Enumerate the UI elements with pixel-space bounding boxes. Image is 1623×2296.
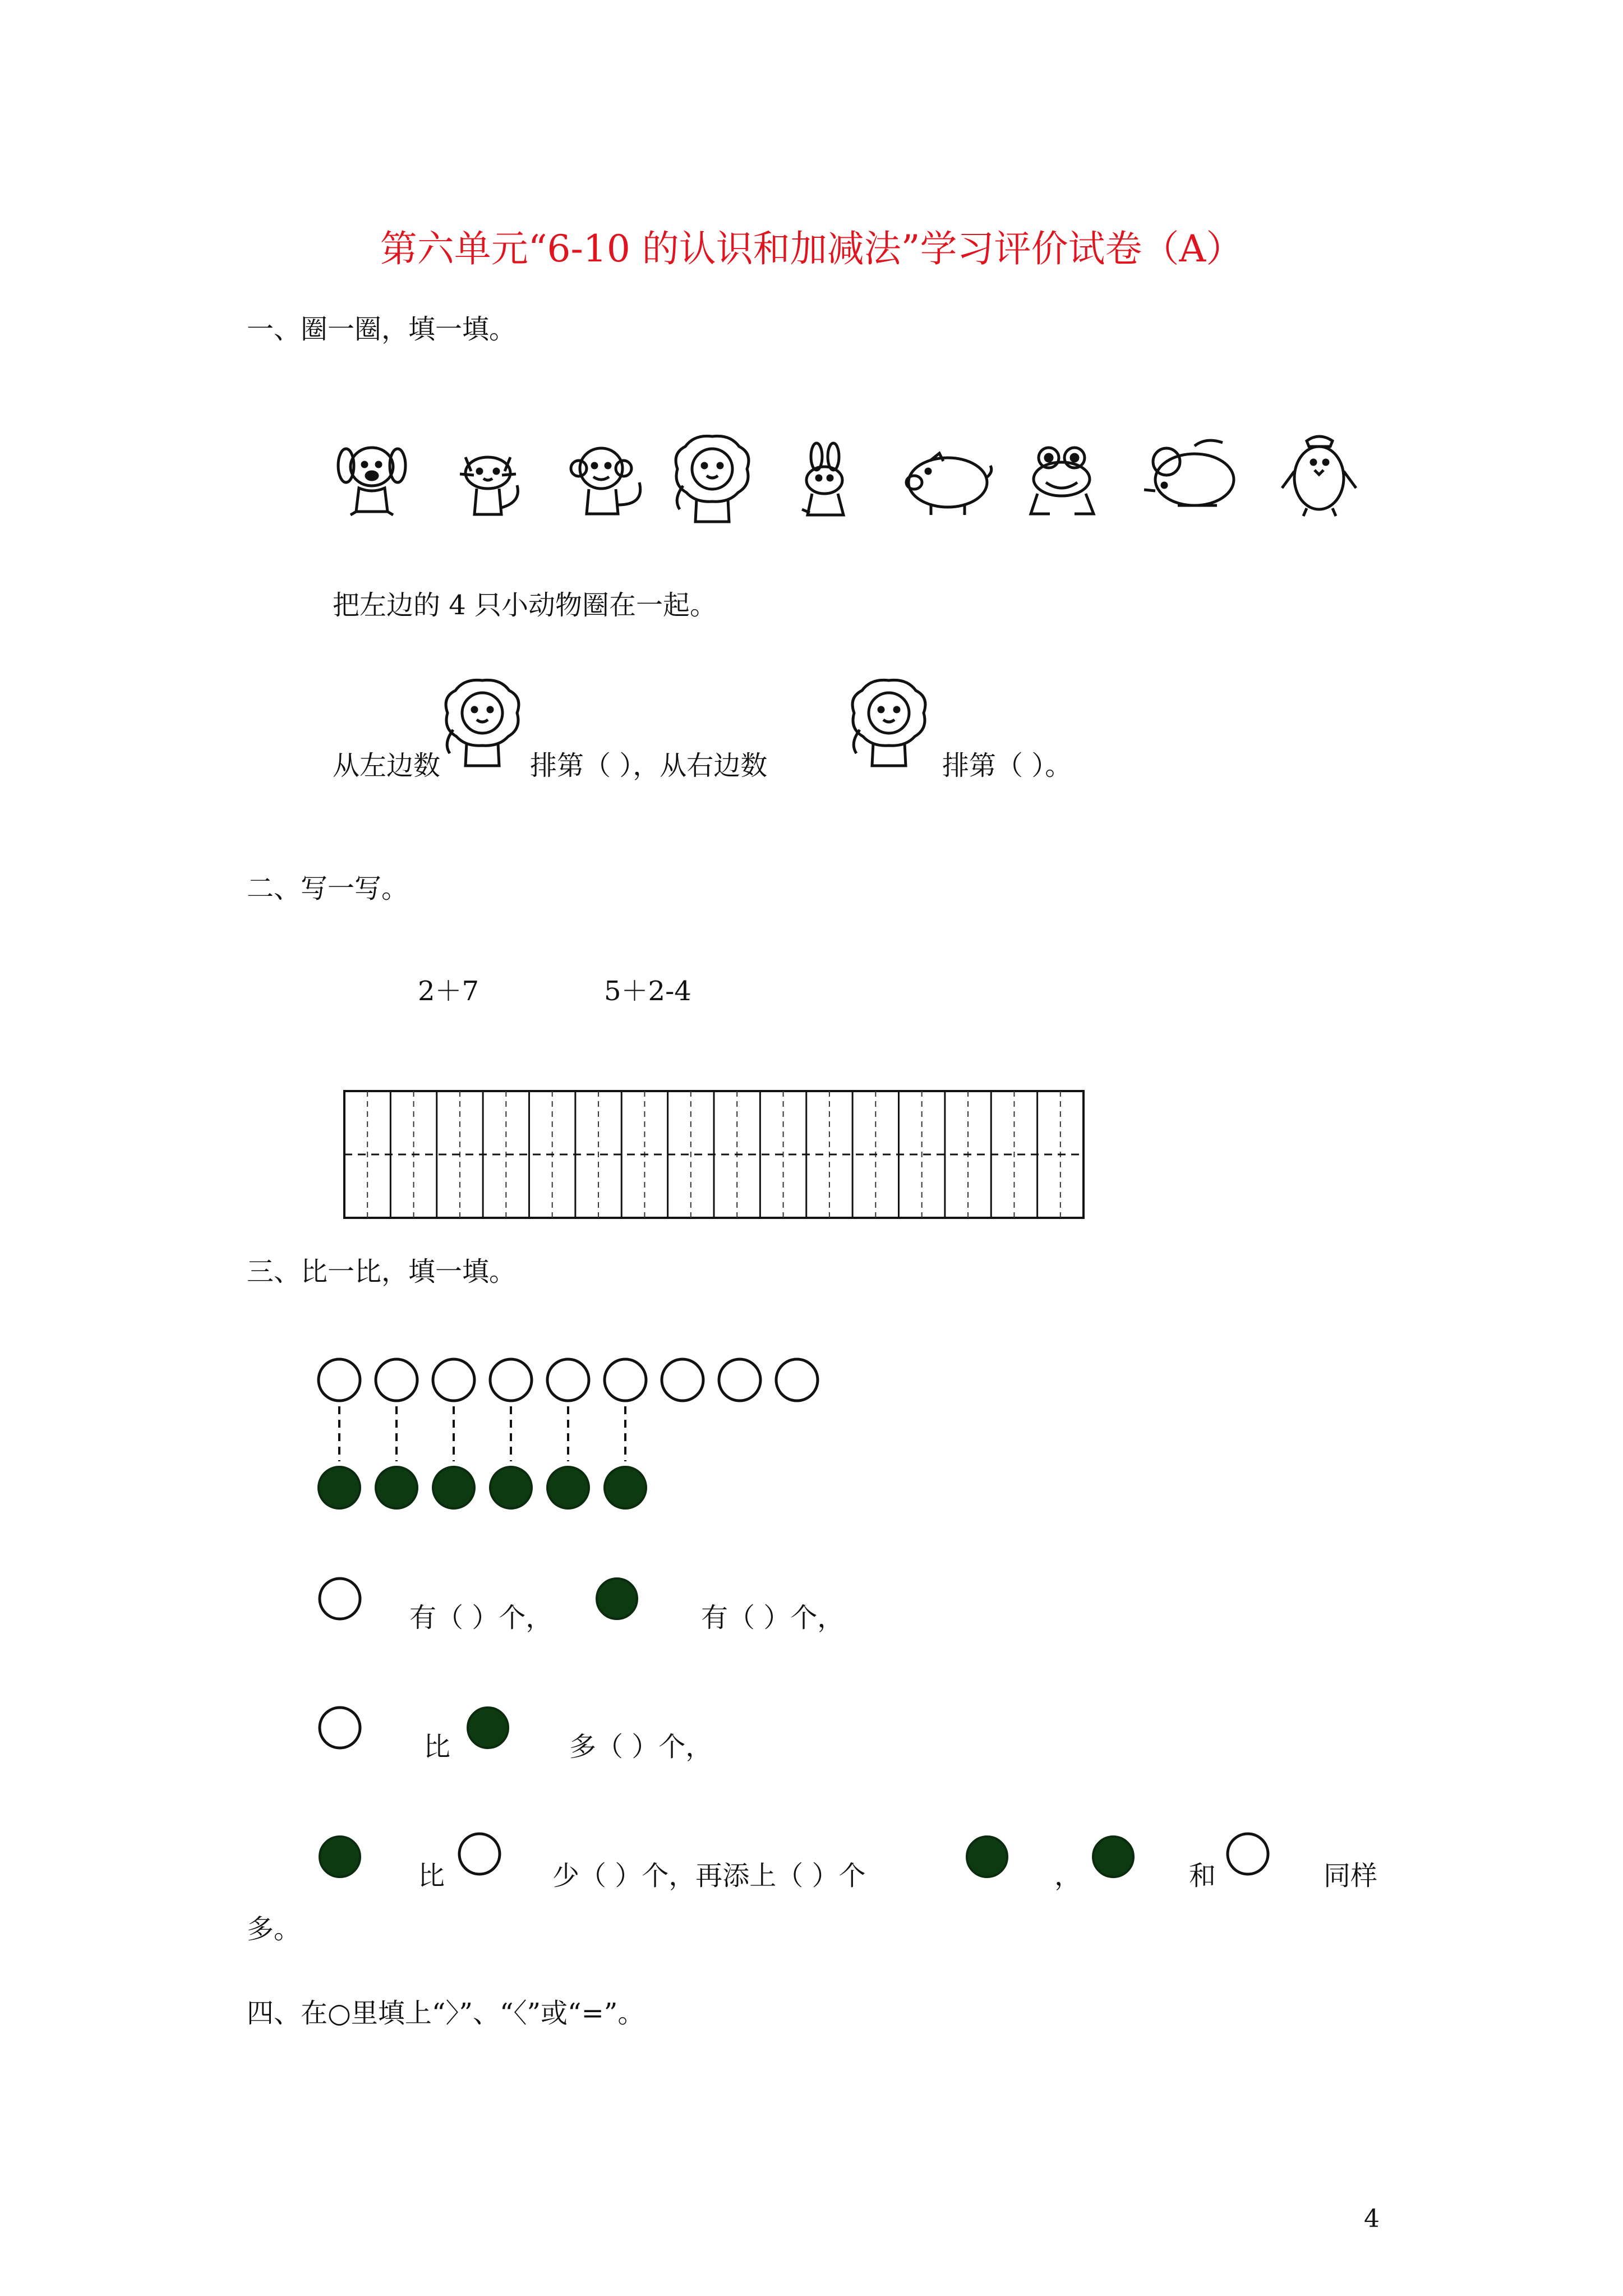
white-circle bbox=[490, 1359, 532, 1401]
lion-icon bbox=[667, 432, 757, 527]
black-circle-icon bbox=[965, 1834, 1009, 1879]
white-circle bbox=[433, 1359, 474, 1401]
white-circle bbox=[376, 1359, 417, 1401]
white-circle bbox=[319, 1359, 360, 1401]
lion-icon bbox=[437, 676, 527, 771]
circle-instruction: 把左边的 4 只小动物圈在一起。 bbox=[333, 590, 717, 621]
white-count-answer[interactable]: 有（ ）个， bbox=[409, 1602, 553, 1634]
black-circle bbox=[490, 1467, 532, 1508]
penguin-icon bbox=[1279, 432, 1360, 519]
dog-icon bbox=[334, 438, 409, 519]
black-circle bbox=[433, 1467, 474, 1508]
word-more: 多。 bbox=[247, 1913, 301, 1945]
mouse-icon bbox=[1133, 435, 1245, 513]
section-4-heading: 四、在○里填上“〉”、“〈”或“=”。 bbox=[247, 1998, 645, 2029]
lion-icon bbox=[844, 676, 934, 771]
black-circle bbox=[605, 1467, 646, 1508]
white-circle bbox=[719, 1359, 760, 1401]
comparison-diagram bbox=[314, 1355, 830, 1517]
expression-1: 2＋7 bbox=[418, 976, 479, 1007]
compare-word-bi: 比 bbox=[423, 1731, 451, 1763]
white-circle-icon bbox=[457, 1832, 502, 1876]
section-2-heading: 二、写一写。 bbox=[247, 873, 409, 904]
white-circle bbox=[605, 1359, 646, 1401]
black-circle-icon bbox=[1091, 1834, 1136, 1879]
cat-icon bbox=[449, 446, 527, 519]
white-circle-icon bbox=[317, 1705, 362, 1750]
fewer-answer[interactable]: 少（ ）个，再添上（ ）个 bbox=[552, 1860, 866, 1892]
compare-word-bi: 比 bbox=[418, 1860, 445, 1892]
page-number: 4 bbox=[1364, 2205, 1380, 2233]
word-and: 和 bbox=[1189, 1860, 1216, 1892]
comma: ， bbox=[1054, 1860, 1082, 1892]
black-count-answer[interactable]: 有（ ）个， bbox=[701, 1602, 845, 1634]
white-circle bbox=[547, 1359, 589, 1401]
black-circle-icon bbox=[465, 1705, 510, 1750]
expression-2: 5＋2-4 bbox=[604, 976, 691, 1007]
word-same: 同样 bbox=[1324, 1860, 1378, 1892]
question-from-left: 从左边数 bbox=[333, 750, 441, 781]
writing-grid[interactable] bbox=[343, 1090, 1085, 1219]
black-circle bbox=[319, 1467, 360, 1508]
rank-answer-1[interactable]: 排第（ ），从右边数 bbox=[530, 750, 768, 781]
page-title: 第六单元“6-10 的认识和加减法”学习评价试卷（A） bbox=[380, 227, 1243, 270]
pig-icon bbox=[897, 449, 995, 519]
white-circle bbox=[776, 1359, 818, 1401]
rabbit-icon bbox=[791, 443, 858, 519]
black-circle-icon bbox=[594, 1576, 639, 1621]
section-1-heading: 一、圈一圈，填一填。 bbox=[247, 314, 517, 345]
frog-icon bbox=[1021, 443, 1105, 522]
more-answer[interactable]: 多（ ）个， bbox=[569, 1731, 713, 1763]
white-circle-icon bbox=[1225, 1832, 1270, 1876]
white-circle-icon bbox=[317, 1576, 362, 1621]
white-circle bbox=[662, 1359, 703, 1401]
rank-answer-2[interactable]: 排第（ ）。 bbox=[942, 750, 1072, 781]
black-circle-icon bbox=[317, 1834, 362, 1879]
black-circle bbox=[376, 1467, 417, 1508]
monkey-icon bbox=[566, 443, 648, 519]
section-3-heading: 三、比一比，填一填。 bbox=[247, 1256, 517, 1287]
black-circle bbox=[547, 1467, 589, 1508]
